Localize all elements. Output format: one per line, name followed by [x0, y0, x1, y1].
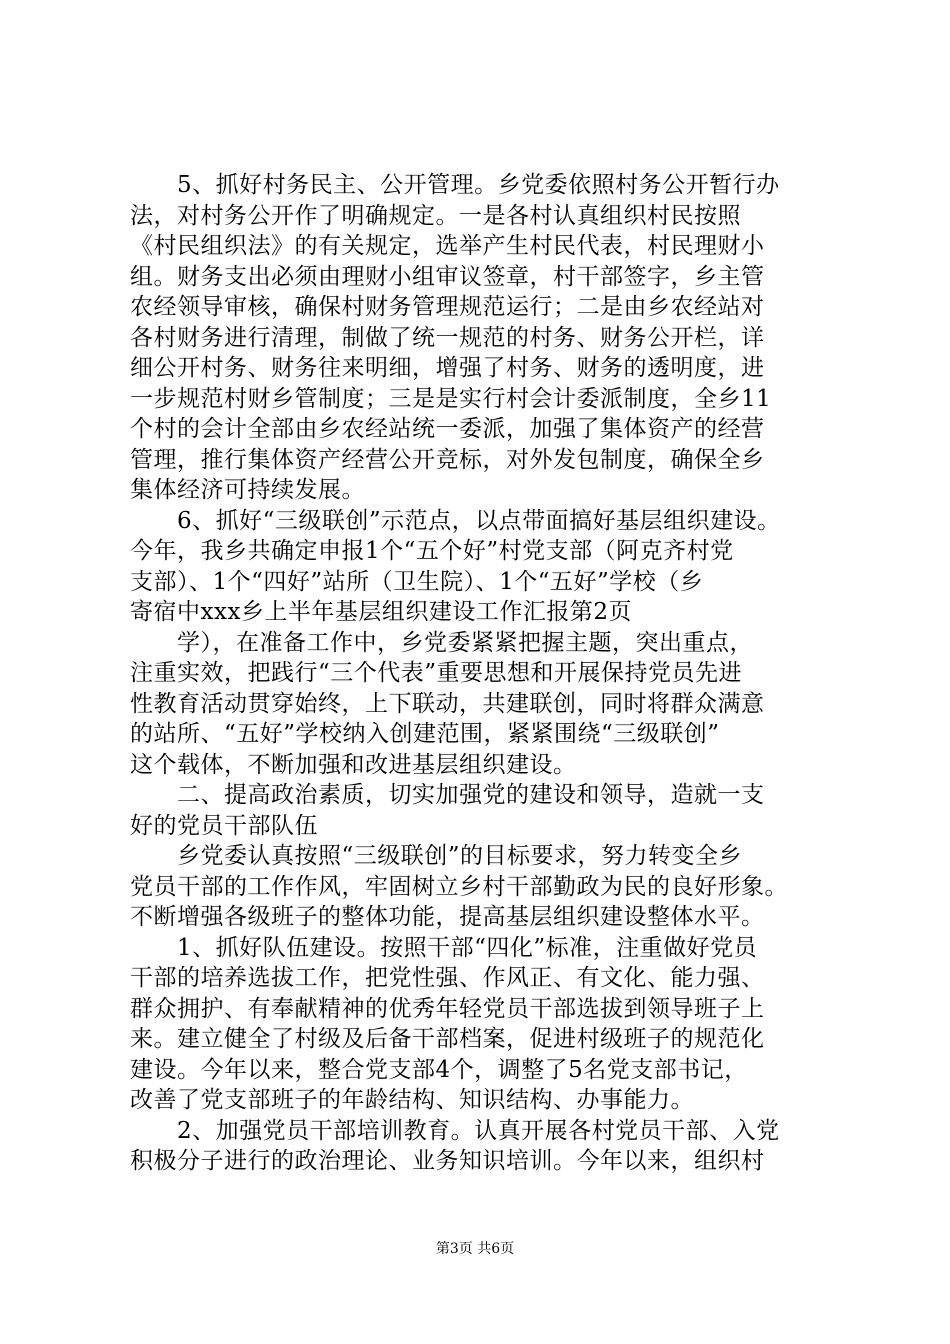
text-line: 改善了党支部班子的年龄结构、知识结构、办事能力。: [130, 1087, 694, 1113]
text-line: 好的党员干部队伍: [130, 812, 318, 839]
page-footer: 第3页 共6页: [435, 1241, 515, 1257]
text-line: 管理，推行集体资产经营公开竞标，对外发包制度，确保全乡: [130, 446, 765, 473]
text-line: 农经领导审核，确保村财务管理规范运行；二是由乡农经站对: [130, 294, 765, 320]
document-body: [130, 170, 840, 1177]
text-line: 乡党委认真按照“三级联创”的目标要求，努力转变全乡: [130, 843, 743, 869]
text-line: 群众拥护、有奉献精神的优秀年轻党员干部选拔到领导班子上: [130, 995, 765, 1022]
text-line: 各村财务进行清理，制做了统一规范的村务、财务公开栏，详: [130, 324, 765, 351]
text-line: 6、抓好“三级联创”示范点，以点带面搞好基层组织建设。: [130, 507, 781, 534]
text-line: 建设。今年以来，整合党支部4个，调整了5名党支部书记，: [130, 1056, 748, 1083]
text-line: 法，对村务公开作了明确规定。一是各村认真组织村民按照: [130, 202, 741, 229]
text-line: 积极分子进行的政治理论、业务知识培训。今年以来，组织村: [130, 1148, 765, 1174]
text-line: 注重实效，把践行“三个代表”重要思想和开展保持党员先进: [130, 660, 743, 686]
text-line: 不断增强各级班子的整体功能，提高基层组织建设整体水平。: [130, 904, 765, 930]
text-line: 5、抓好村务民主、公开管理。乡党委依照村务公开暂行办: [130, 172, 780, 198]
text-line: 寄宿中xxx乡上半年基层组织建设工作汇报第2页: [130, 599, 633, 625]
text-line: 党员干部的工作作风，牢固树立乡村干部勤政为民的良好形象。: [130, 873, 788, 900]
text-line: 来。建立健全了村级及后备干部档案，促进村级班子的规范化: [130, 1026, 765, 1052]
text-line: 组。财务支出必须由理财小组审议签章，村干部签字，乡主管: [130, 263, 765, 290]
text-line: 集体经济可持续发展。: [130, 477, 365, 503]
text-line: 一步规范村财乡管制度；三是是实行村会计委派制度，全乡11: [130, 385, 772, 412]
text-line: 这个载体，不断加强和改进基层组织建设。: [130, 751, 577, 778]
text-line: 个村的会计全部由乡农经站统一委派，加强了集体资产的经营: [130, 416, 765, 442]
text-line: 的站所、“五好”学校纳入创建范围，紧紧围绕“三级联创”: [130, 721, 720, 747]
text-line: 性教育活动贯穿始终，上下联动，共建联创，同时将群众满意: [130, 690, 765, 717]
text-line: 2、加强党员干部培训教育。认真开展各村党员干部、入党: [130, 1117, 780, 1144]
text-line: 二、提高政治素质，切实加强党的建设和领导，造就一支: [130, 782, 765, 808]
text-line: 学），在准备工作中，乡党委紧紧把握主题，突出重点，: [130, 629, 753, 656]
text-line: 今年，我乡共确定申报1个“五个好”村党支部（阿克齐村党: [130, 538, 734, 564]
text-line: 支部）、1个“四好”站所（卫生院）、1个“五好”学校（乡: [130, 568, 704, 595]
text-line: 干部的培养选拔工作，把党性强、作风正、有文化、能力强、: [130, 965, 765, 991]
text-line: 细公开村务、财务往来明细，增强了村务、财务的透明度，进: [130, 355, 765, 381]
text-line: 《村民组织法》的有关规定，选举产生村民代表，村民理财小: [130, 233, 765, 259]
text-line: 1、抓好队伍建设。按照干部“四化”标准，注重做好党员: [130, 934, 758, 961]
